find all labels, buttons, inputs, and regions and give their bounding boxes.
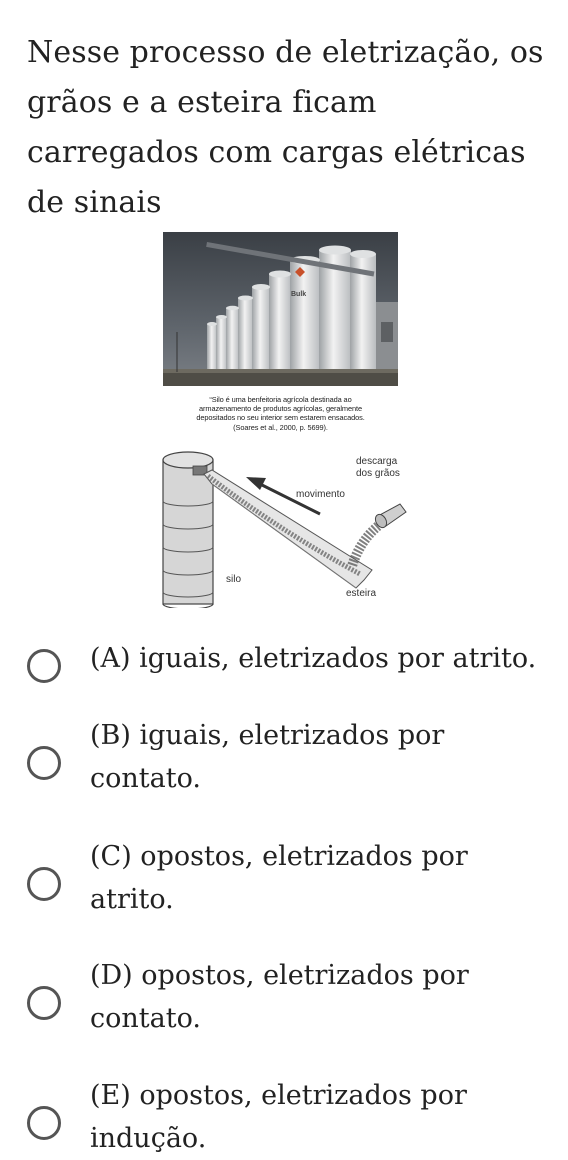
radio-circle-icon[interactable]: [27, 649, 61, 683]
conveyor-belt: [204, 470, 372, 588]
question-text: Nesse processo de eletrização, os grãos e a esteira ficam carregados com cargas elétricas de sinais: [27, 35, 544, 220]
label-esteira: esteira: [346, 588, 377, 599]
silo-photo: [163, 232, 398, 386]
option-e-label: (E) opostos, eletrizados por indução.: [90, 1080, 467, 1154]
option-d-label: (D) opostos, eletrizados por contato.: [90, 960, 469, 1034]
discharge-pipe: [352, 504, 406, 566]
photo-caption: “Silo é uma benfeitoria agrícola destinada ao armazenamento de produtos agrícolas, geralmente depositados no seu interior sem estarem ensacados. (Soares et al., 2000, p. 5699).: [196, 395, 365, 432]
radio-circle-icon[interactable]: [27, 746, 61, 780]
option-b-label: (B) iguais, eletrizados por contato.: [90, 720, 445, 794]
label-silo: silo: [226, 574, 242, 585]
silo-sign-text: Bulk: [291, 291, 307, 298]
label-movimento: movimento: [296, 489, 345, 500]
radio-circle-icon[interactable]: [27, 867, 61, 901]
option-a-label: (A) iguais, eletrizados por atrito.: [90, 643, 537, 674]
radio-circle-icon[interactable]: [27, 986, 61, 1020]
conveyor-diagram: [160, 446, 410, 608]
label-descarga-1: descarga: [356, 456, 398, 467]
label-descarga-2: dos grãos: [356, 468, 400, 479]
radio-circle-icon[interactable]: [27, 1106, 61, 1140]
option-c-label: (C) opostos, eletrizados por atrito.: [90, 841, 468, 915]
